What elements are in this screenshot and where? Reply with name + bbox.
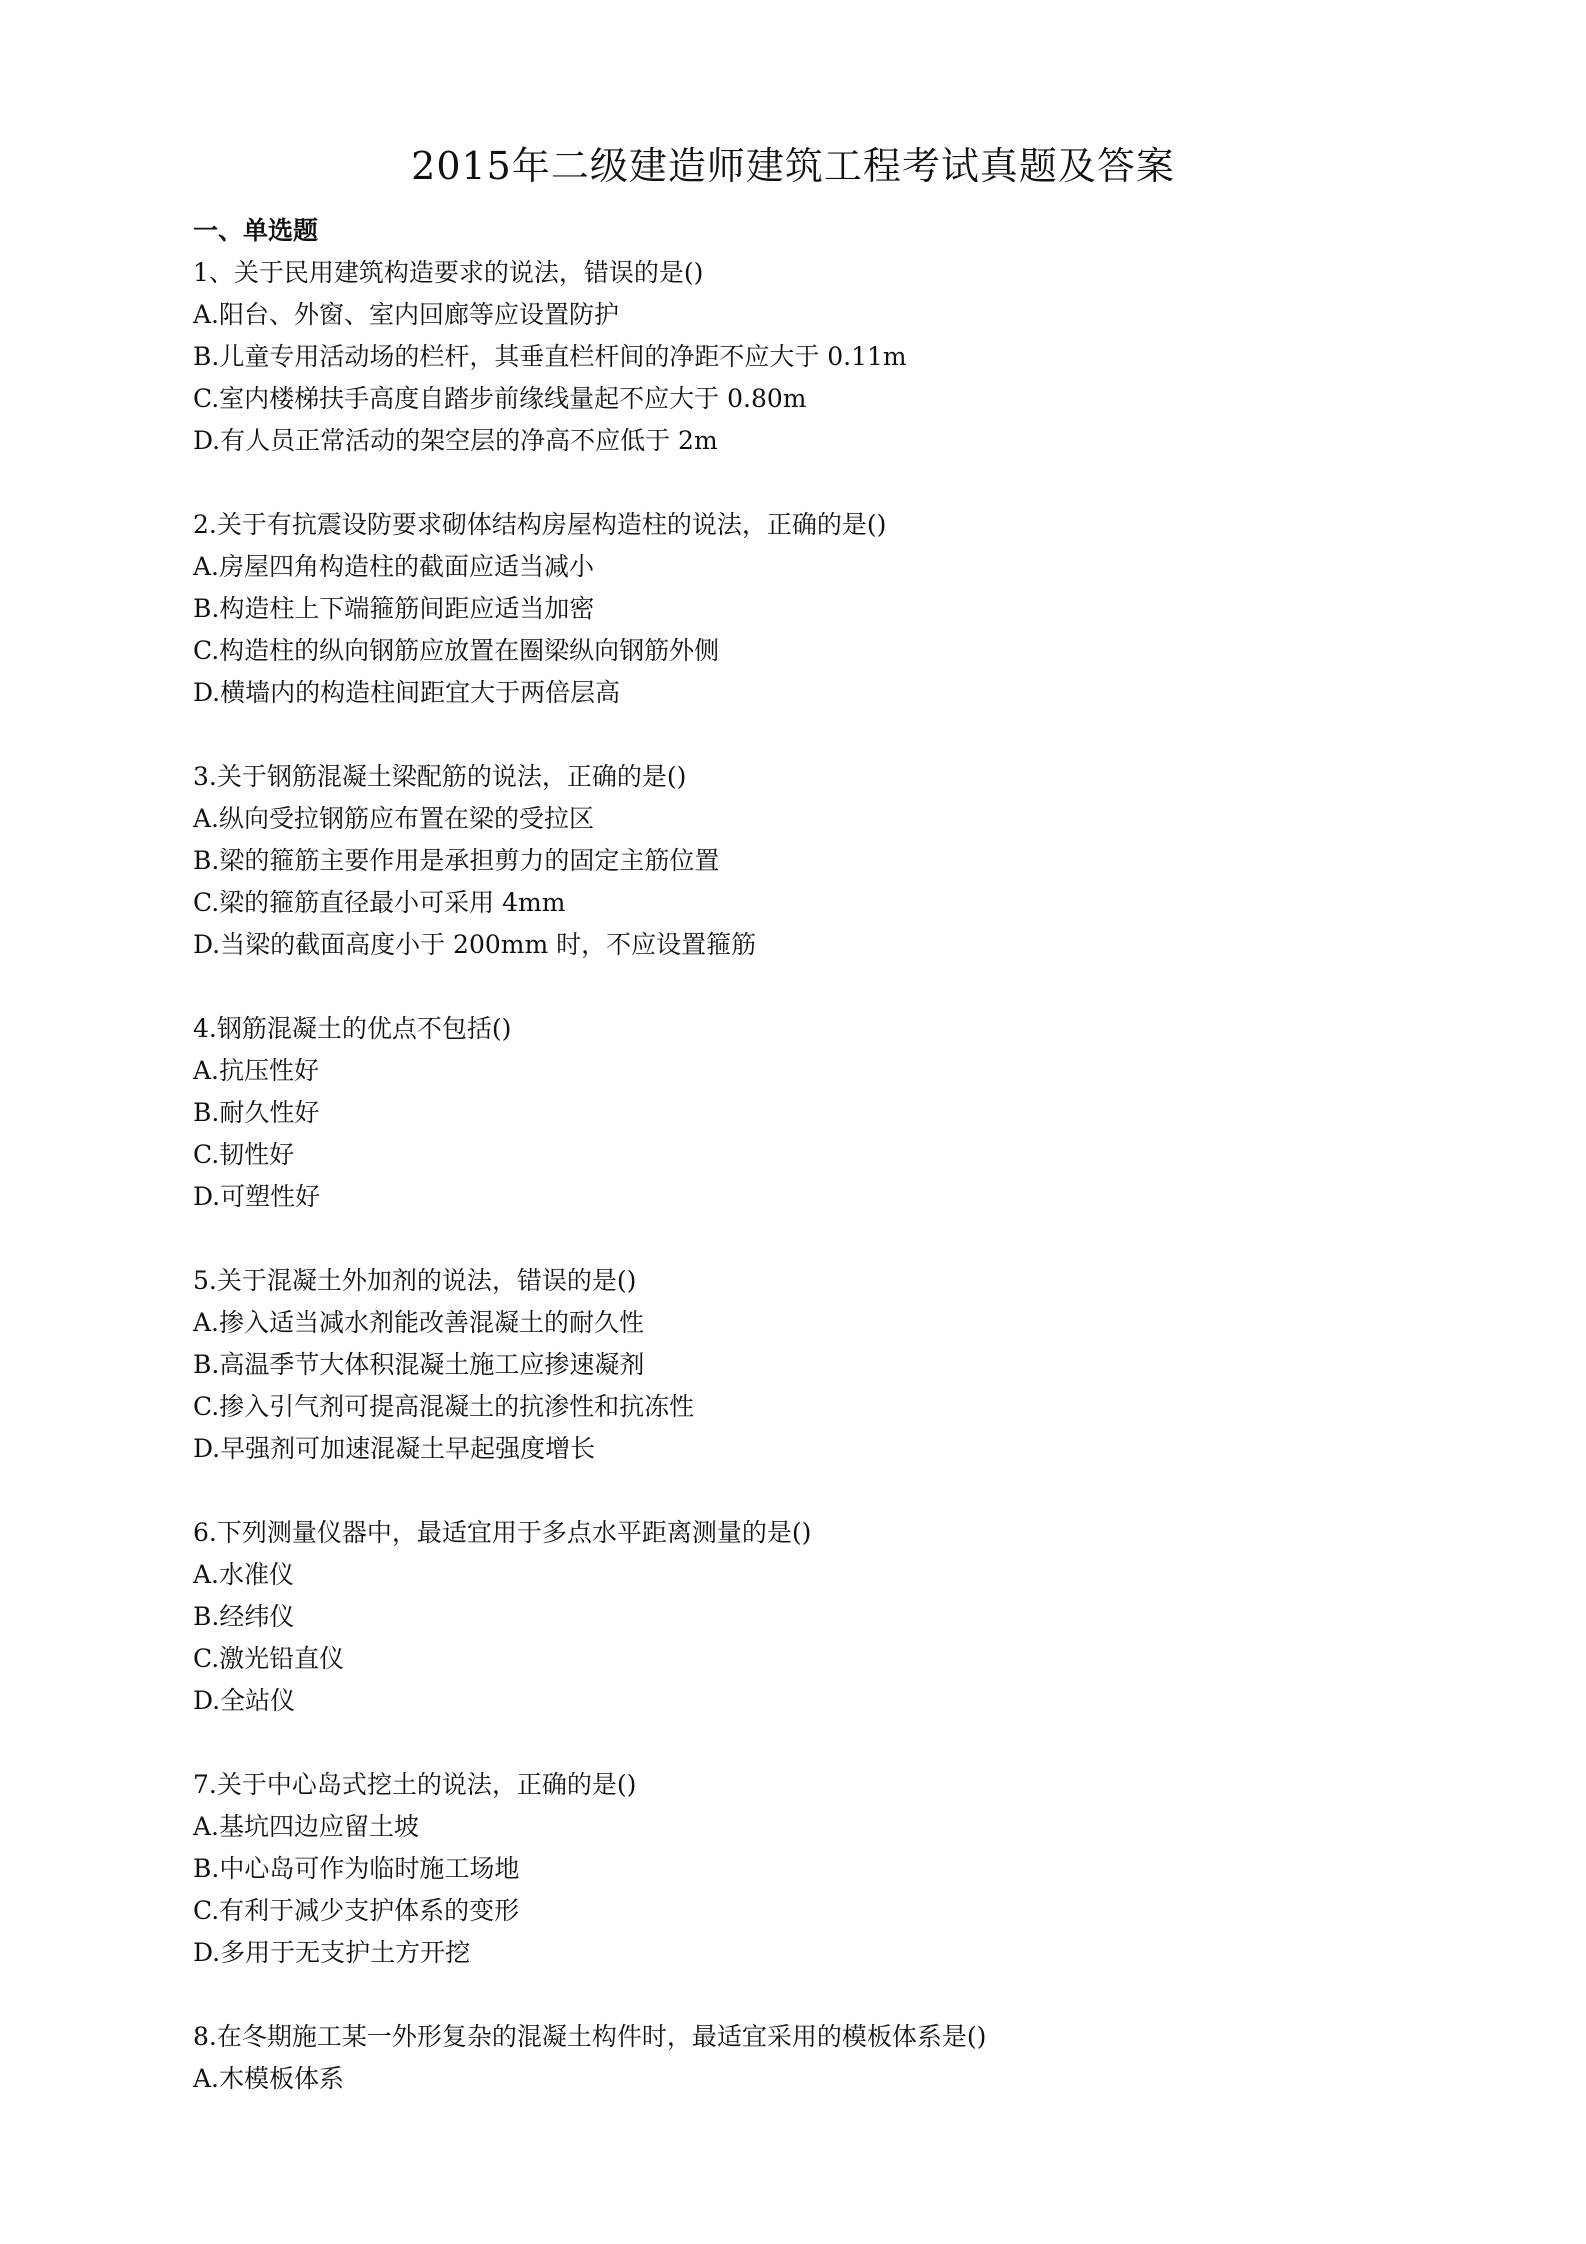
section-heading: 一、单选题 [193,216,319,245]
option-a: A.掺入适当减水剂能改善混凝土的耐久性 [193,1308,645,1337]
option-b: B.高温季节大体积混凝土施工应掺速凝剂 [193,1350,645,1379]
question-1 [193,252,1393,462]
question-stem: 3.关于钢筋混凝土梁配筋的说法，正确的是() [193,762,687,791]
option-b: B.中心岛可作为临时施工场地 [193,1854,520,1883]
question-7 [193,1764,1393,1974]
option-c: C.韧性好 [193,1140,295,1169]
option-d: D.当梁的截面高度小于 200mm 时，不应设置箍筋 [193,930,757,959]
option-d: D.有人员正常活动的架空层的净高不应低于 2m [193,426,718,455]
question-8 [193,2016,1393,2100]
option-c: C.有利于减少支护体系的变形 [193,1896,520,1925]
option-d: D.横墙内的构造柱间距宜大于两倍层高 [193,678,621,707]
question-5 [193,1260,1393,1470]
option-a: A.木模板体系 [193,2064,345,2093]
option-d: D.可塑性好 [193,1182,321,1211]
option-a: A.水准仪 [193,1560,295,1589]
option-d: D.全站仪 [193,1686,296,1715]
question-stem: 5.关于混凝土外加剂的说法，错误的是() [193,1266,637,1295]
question-3 [193,756,1393,966]
option-b: B.构造柱上下端箍筋间距应适当加密 [193,594,595,623]
question-stem: 2.关于有抗震设防要求砌体结构房屋构造柱的说法，正确的是() [193,510,887,539]
option-d: D.早强剂可加速混凝土早起强度增长 [193,1434,596,1463]
question-stem: 1、关于民用建筑构造要求的说法，错误的是() [193,258,704,287]
question-4 [193,1008,1393,1218]
question-6 [193,1512,1393,1722]
question-stem: 8.在冬期施工某一外形复杂的混凝土构件时，最适宜采用的模板体系是() [193,2022,987,2051]
option-d: D.多用于无支护土方开挖 [193,1938,471,1967]
option-c: C.梁的箍筋直径最小可采用 4mm [193,888,566,917]
option-c: C.激光铅直仪 [193,1644,345,1673]
option-a: A.纵向受拉钢筋应布置在梁的受拉区 [193,804,595,833]
question-2 [193,504,1393,714]
option-b: B.经纬仪 [193,1602,295,1631]
option-c: C.掺入引气剂可提高混凝土的抗渗性和抗冻性 [193,1392,695,1421]
option-a: A.阳台、外窗、室内回廊等应设置防护 [193,300,620,329]
option-b: B.梁的箍筋主要作用是承担剪力的固定主筋位置 [193,846,720,875]
question-stem: 6.下列测量仪器中，最适宜用于多点水平距离测量的是() [193,1518,812,1547]
option-b: B.耐久性好 [193,1098,320,1127]
option-a: A.抗压性好 [193,1056,320,1085]
option-a: A.房屋四角构造柱的截面应适当减小 [193,552,595,581]
option-c: C.构造柱的纵向钢筋应放置在圈梁纵向钢筋外侧 [193,636,720,665]
option-b: B.儿童专用活动场的栏杆，其垂直栏杆间的净距不应大于 0.11m [193,342,907,371]
document-body [193,210,1393,2142]
option-c: C.室内楼梯扶手高度自踏步前缘线量起不应大于 0.80m [193,384,807,413]
option-a: A.基坑四边应留土坡 [193,1812,420,1841]
question-stem: 7.关于中心岛式挖土的说法，正确的是() [193,1770,637,1799]
question-stem: 4.钢筋混凝土的优点不包括() [193,1014,512,1043]
document-title: 2015年二级建造师建筑工程考试真题及答案 [411,144,1175,188]
